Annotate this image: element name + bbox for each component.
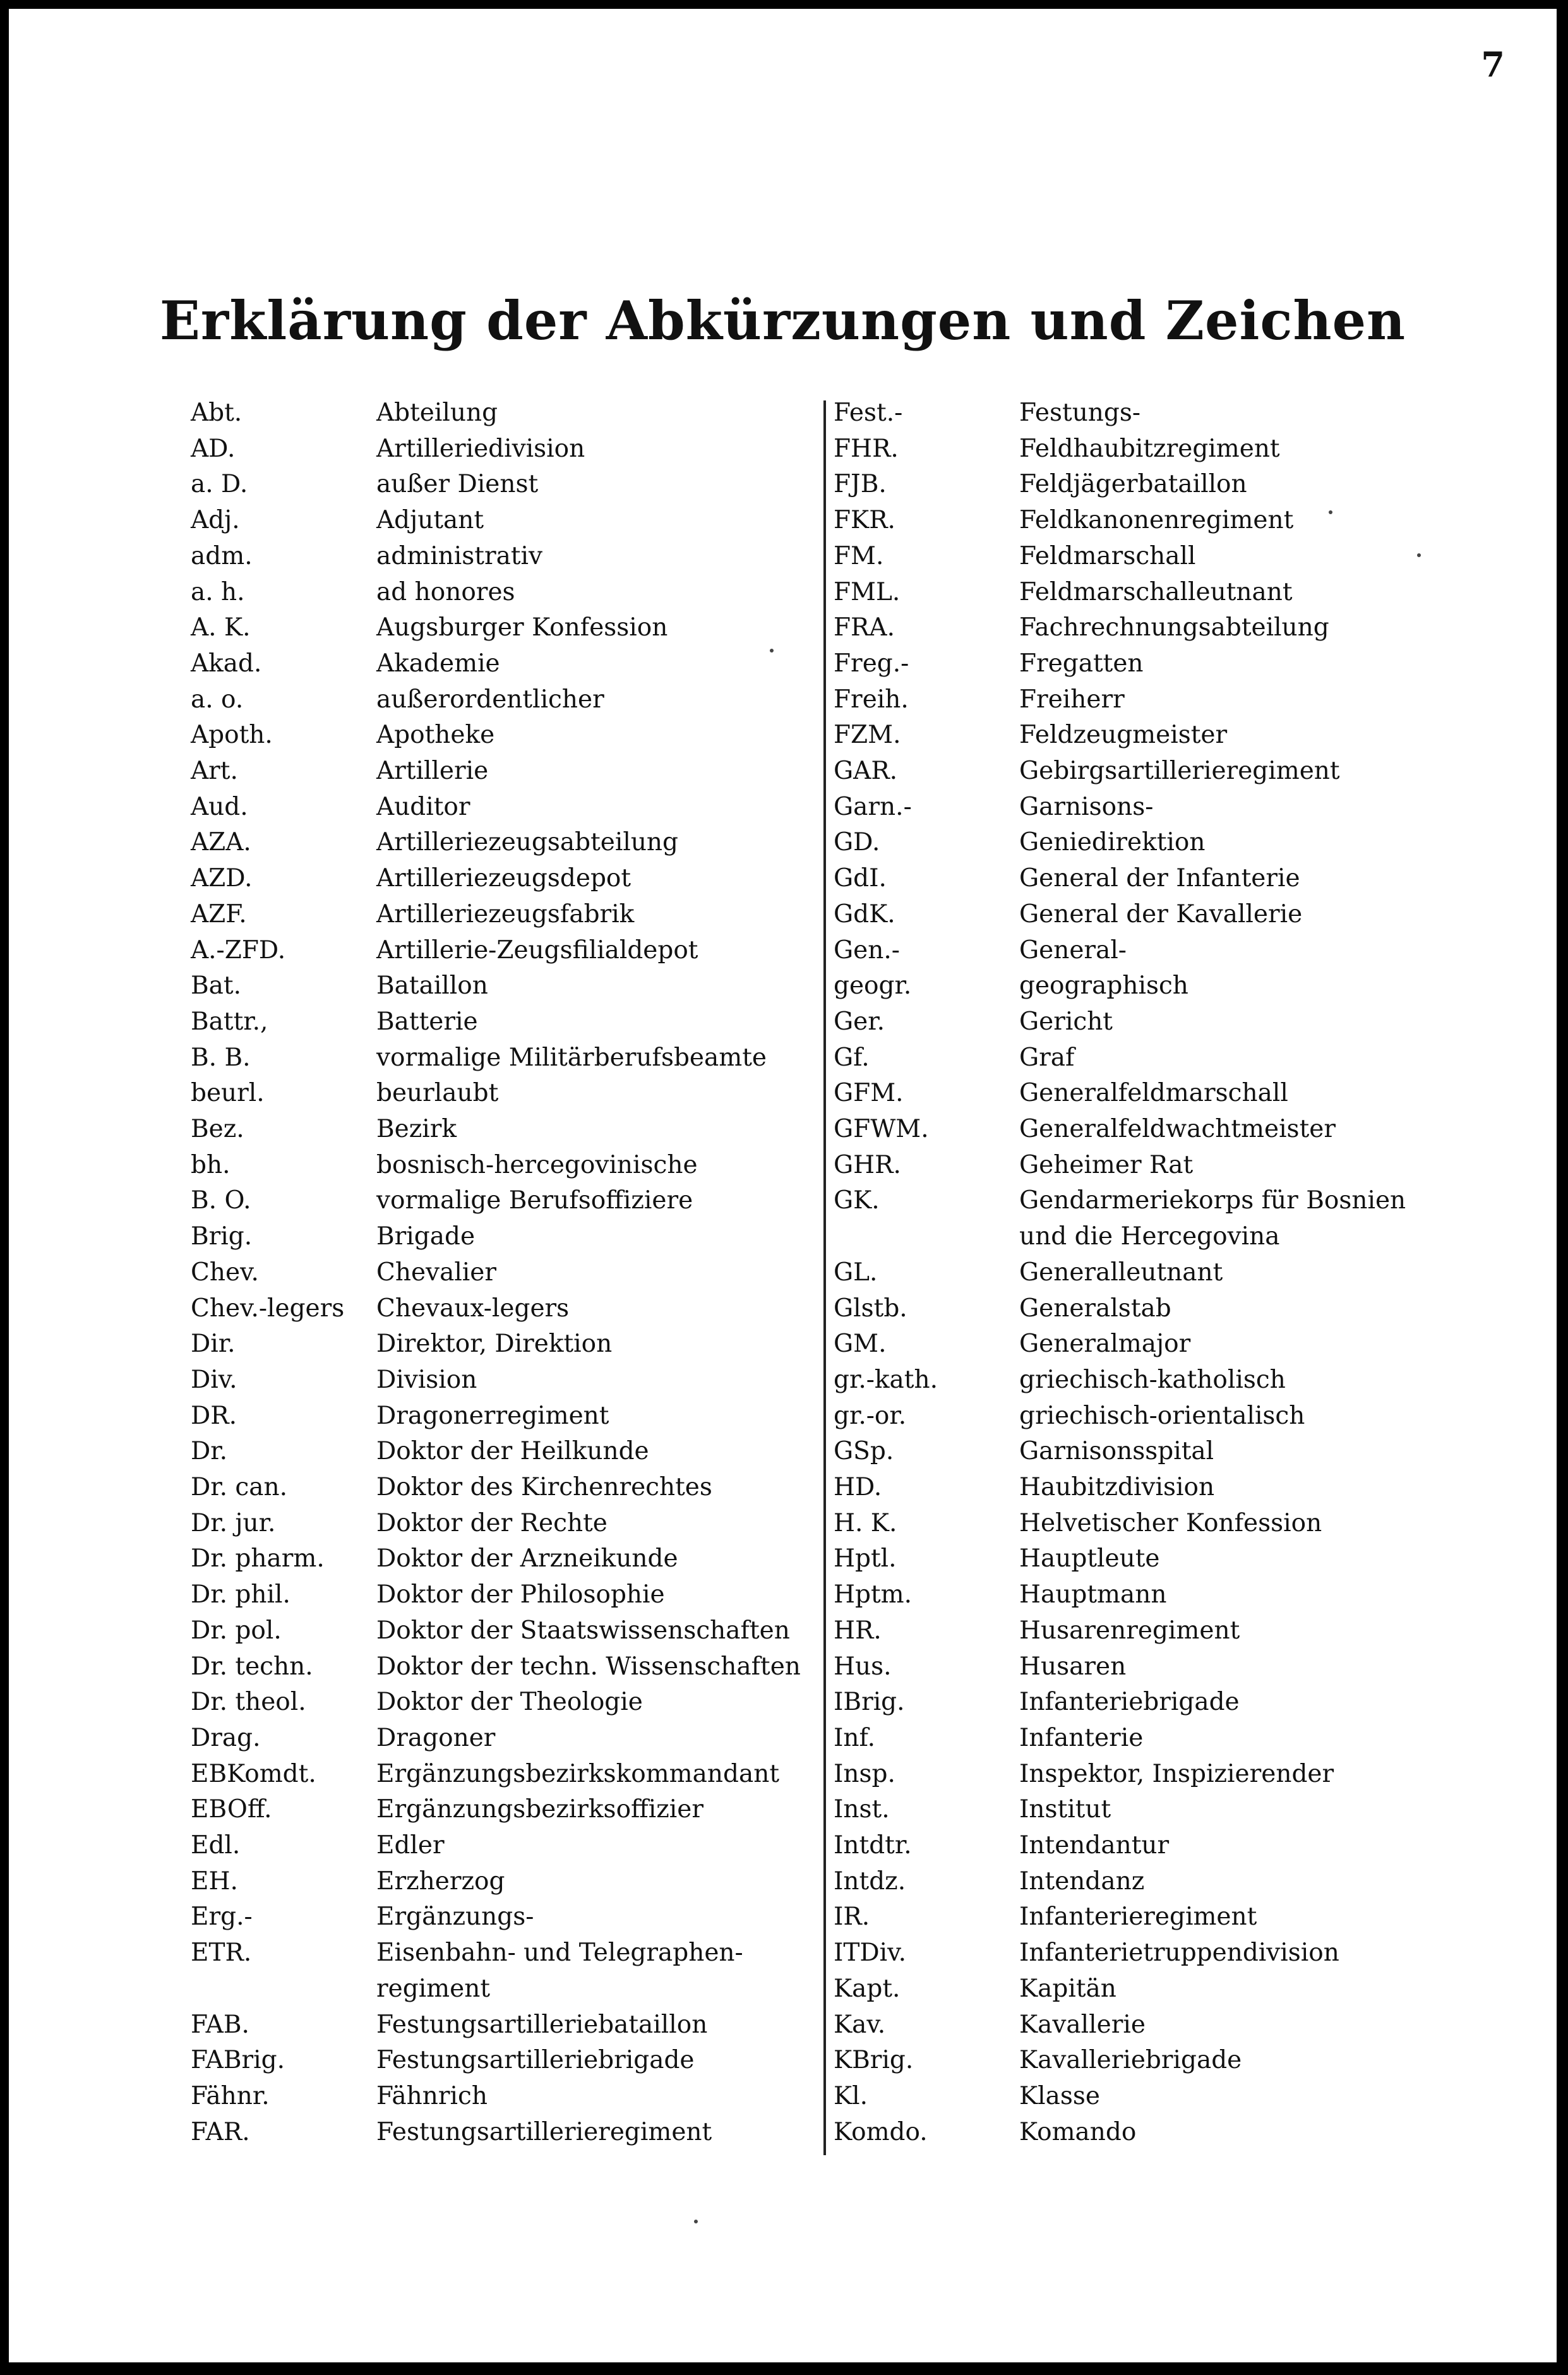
definition: Inspektor, Inspizierender: [1019, 1759, 1334, 1788]
definition: Festungs-: [1019, 399, 1141, 427]
definition: Doktor der Rechte: [376, 1508, 607, 1537]
abbreviation: Bat.: [191, 971, 241, 1001]
definition: Abteilung: [376, 399, 498, 427]
abbreviation: B. B.: [191, 1043, 251, 1072]
definition: Festungsartillerieregiment: [376, 2117, 712, 2146]
definition: Chevalier: [376, 1258, 496, 1287]
abbreviation: gr.-kath.: [834, 1365, 938, 1394]
definition: Intendantur: [1019, 1831, 1170, 1860]
abbreviation: a. o.: [191, 685, 244, 714]
abbreviation: Div.: [191, 1365, 237, 1394]
definition: Direktor, Direktion: [376, 1330, 613, 1359]
abbreviation: EH.: [191, 1867, 238, 1896]
abbreviation: EBOff.: [191, 1795, 272, 1824]
definition: Artillerie-Zeugsfilialdepot: [376, 935, 698, 965]
abbreviation: Dr. phil.: [191, 1580, 290, 1609]
abbreviation: GFM.: [834, 1079, 904, 1108]
abbreviation: Kl.: [834, 2081, 868, 2110]
abbreviation: FRA.: [834, 613, 895, 642]
definition: griechisch-orientalisch: [1019, 1401, 1305, 1430]
definition: Generalleutnant: [1019, 1258, 1223, 1287]
definition: außerordentlicher: [376, 685, 604, 714]
definition: Hauptmann: [1019, 1580, 1167, 1609]
definition: Kapitän: [1019, 1974, 1116, 2003]
definition: Akademie: [376, 649, 500, 678]
definition: Artilleriezeugsdepot: [376, 864, 631, 893]
print-speck: [694, 2220, 698, 2223]
definition: Generalfeldwachtmeister: [1019, 1115, 1336, 1143]
definition: Division: [376, 1365, 477, 1394]
definition: Fregatten: [1019, 649, 1144, 678]
definition: General der Kavallerie: [1019, 899, 1303, 929]
print-speck: [770, 649, 774, 652]
definition: Ergänzungs-: [376, 1903, 534, 1932]
definition: Garnisons-: [1019, 792, 1154, 821]
abbreviation: Edl.: [191, 1831, 241, 1860]
abbreviation: Inf.: [834, 1723, 875, 1752]
definition: Artilleriezeugsfabrik: [376, 899, 635, 929]
definition: Freiherr: [1019, 685, 1125, 714]
definition: General der Infanterie: [1019, 864, 1300, 893]
abbreviation: EBKomdt.: [191, 1759, 316, 1788]
abbreviation: GFWM.: [834, 1115, 929, 1143]
abbreviation: Intdtr.: [834, 1831, 912, 1860]
definition: griechisch-katholisch: [1019, 1365, 1286, 1394]
abbreviation: B. O.: [191, 1186, 251, 1215]
definition: Ergänzungsbezirkskommandant: [376, 1759, 780, 1788]
abbreviation: Dr. theol.: [191, 1688, 306, 1717]
definition: Doktor der Staatswissenschaften: [376, 1616, 790, 1645]
abbreviation: A. K.: [191, 613, 251, 642]
definition: Feldkanonenregiment: [1019, 506, 1294, 535]
definition: geographisch: [1019, 971, 1188, 1001]
definition: Infanterietruppendivision: [1019, 1939, 1339, 1968]
page-number: 7: [1481, 44, 1505, 85]
abbreviation: AZF.: [191, 899, 247, 929]
definition: bosnisch-hercegovinische: [376, 1150, 698, 1179]
abbreviation: Bez.: [191, 1115, 244, 1143]
abbreviation: Komdo.: [834, 2117, 928, 2146]
definition: Feldzeugmeister: [1019, 721, 1228, 750]
abbreviation: Abt.: [191, 399, 242, 427]
abbreviation: FML.: [834, 577, 901, 606]
abbreviation: a. h.: [191, 577, 245, 606]
definition: Dragonerregiment: [376, 1401, 609, 1430]
definition: Husaren: [1019, 1652, 1127, 1681]
abbreviation: ETR.: [191, 1939, 252, 1968]
abbreviation: KBrig.: [834, 2046, 914, 2075]
abbreviation: Dir.: [191, 1330, 236, 1359]
abbreviation: Erg.-: [191, 1903, 253, 1932]
definition: Doktor der techn. Wissenschaften: [376, 1652, 801, 1681]
abbreviation: DR.: [191, 1401, 237, 1430]
definition: Artilleriezeugsabteilung: [376, 828, 679, 857]
definition: Ergänzungsbezirksoffizier: [376, 1795, 703, 1824]
abbreviation: FJB.: [834, 470, 887, 499]
abbreviation: HR.: [834, 1616, 882, 1645]
abbreviation: Insp.: [834, 1759, 895, 1788]
abbreviation: geogr.: [834, 971, 912, 1001]
definition: Intendanz: [1019, 1867, 1145, 1896]
abbreviation: Fest.-: [834, 399, 903, 427]
definition: Fähnrich: [376, 2081, 488, 2110]
abbreviation: FABrig.: [191, 2046, 285, 2075]
abbreviation: Hus.: [834, 1652, 892, 1681]
definition: Erzherzog: [376, 1867, 505, 1896]
abbreviation: Dr. techn.: [191, 1652, 313, 1681]
abbreviation: Dr. jur.: [191, 1508, 276, 1537]
definition: Klasse: [1019, 2081, 1100, 2110]
abbreviation: IR.: [834, 1903, 870, 1932]
abbreviation: a. D.: [191, 470, 248, 499]
definition: Festungsartilleriebrigade: [376, 2046, 695, 2075]
abbreviation: A.-ZFD.: [191, 935, 286, 965]
abbreviation: Art.: [191, 757, 238, 785]
abbreviation: Ger.: [834, 1007, 885, 1036]
abbreviation: Freih.: [834, 685, 909, 714]
definition: Geheimer Rat: [1019, 1150, 1194, 1179]
definition: Geniedirektion: [1019, 828, 1206, 857]
abbreviation: Freg.-: [834, 649, 909, 678]
column-divider: [823, 400, 826, 2155]
abbreviation: FM.: [834, 541, 884, 570]
abbreviation: Brig.: [191, 1222, 253, 1251]
abbreviation: Battr.,: [191, 1007, 268, 1036]
abbreviation: Kapt.: [834, 1974, 901, 2003]
definition: Auditor: [376, 792, 470, 821]
definition: Feldjägerbataillon: [1019, 470, 1247, 499]
abbreviation: Dr. pharm.: [191, 1544, 325, 1573]
definition: Husarenregiment: [1019, 1616, 1240, 1645]
definition: Komando: [1019, 2117, 1137, 2146]
definition: Eisenbahn- und Telegraphen-: [376, 1939, 743, 1968]
definition: regiment: [376, 1974, 491, 2003]
abbreviation: Aud.: [191, 792, 248, 821]
abbreviation: adm.: [191, 541, 253, 570]
abbreviation: GL.: [834, 1258, 878, 1287]
definition: ad honores: [376, 577, 515, 606]
definition: Adjutant: [376, 506, 484, 535]
abbreviation: Kav.: [834, 2010, 886, 2039]
abbreviation: Hptm.: [834, 1580, 913, 1609]
definition: Gendarmeriekorps für Bosnien: [1019, 1186, 1406, 1215]
definition: Generalstab: [1019, 1294, 1171, 1323]
abbreviation: AZD.: [191, 864, 253, 893]
page-title: Erklärung der Abkürzungen und Zeichen: [159, 289, 1406, 352]
definition: Gericht: [1019, 1007, 1113, 1036]
abbreviation: GD.: [834, 828, 880, 857]
definition: Batterie: [376, 1007, 478, 1036]
abbreviation: ITDiv.: [834, 1939, 906, 1968]
definition: Doktor der Philosophie: [376, 1580, 665, 1609]
abbreviation: FKR.: [834, 506, 895, 535]
definition: Edler: [376, 1831, 445, 1860]
abbreviation: FZM.: [834, 721, 901, 750]
abbreviation: FHR.: [834, 434, 899, 463]
definition: und die Hercegovina: [1019, 1222, 1280, 1251]
definition: Doktor der Arzneikunde: [376, 1544, 678, 1573]
definition: Augsburger Konfession: [376, 613, 668, 642]
definition: Generalmajor: [1019, 1330, 1191, 1359]
definition: Fachrechnungsabteilung: [1019, 613, 1329, 642]
definition: Chevaux-legers: [376, 1294, 570, 1323]
definition: Feldmarschalleutnant: [1019, 577, 1293, 606]
abbreviation: Gen.-: [834, 935, 900, 965]
definition: General-: [1019, 935, 1127, 965]
abbreviation: beurl.: [191, 1079, 265, 1108]
definition: Graf: [1019, 1043, 1075, 1072]
abbreviation: Dr.: [191, 1437, 228, 1466]
abbreviation: Dr. can.: [191, 1473, 288, 1501]
definition: Helvetischer Konfession: [1019, 1508, 1322, 1537]
abbreviation: HD.: [834, 1473, 882, 1501]
definition: Doktor der Heilkunde: [376, 1437, 649, 1466]
abbreviation: Apoth.: [191, 721, 273, 750]
definition: Festungsartilleriebataillon: [376, 2010, 708, 2039]
print-speck: [1329, 510, 1332, 514]
abbreviation: AZA.: [191, 828, 251, 857]
definition: vormalige Berufsoffiziere: [376, 1186, 693, 1215]
abbreviation: Akad.: [191, 649, 262, 678]
abbreviation: IBrig.: [834, 1688, 905, 1717]
abbreviation: Adj.: [191, 506, 240, 535]
abbreviation: Chev.-legers: [191, 1294, 345, 1323]
definition: Feldmarschall: [1019, 541, 1196, 570]
abbreviation: bh.: [191, 1150, 230, 1179]
definition: Garnisonsspital: [1019, 1437, 1214, 1466]
abbreviation: Fähnr.: [191, 2081, 270, 2110]
definition: Kavalleriebrigade: [1019, 2046, 1242, 2075]
abbreviation: H. K.: [834, 1508, 897, 1537]
abbreviation: gr.-or.: [834, 1401, 907, 1430]
abbreviation: AD.: [191, 434, 236, 463]
definition: Doktor des Kirchenrechtes: [376, 1473, 712, 1501]
definition: Apotheke: [376, 721, 495, 750]
abbreviation: Gf.: [834, 1043, 870, 1072]
definition: administrativ: [376, 541, 543, 570]
abbreviation: GK.: [834, 1186, 880, 1215]
definition: beurlaubt: [376, 1079, 499, 1108]
definition: Gebirgsartillerieregiment: [1019, 757, 1340, 785]
definition: Doktor der Theologie: [376, 1688, 643, 1717]
abbreviation: GdK.: [834, 899, 895, 929]
abbreviation: Inst.: [834, 1795, 890, 1824]
definition: Artilleriedivision: [376, 434, 585, 463]
definition: Generalfeldmarschall: [1019, 1079, 1288, 1108]
definition: Feldhaubitzregiment: [1019, 434, 1280, 463]
definition: vormalige Militärberufsbeamte: [376, 1043, 767, 1072]
definition: Kavallerie: [1019, 2010, 1146, 2039]
definition: Bezirk: [376, 1115, 457, 1143]
abbreviation: Hptl.: [834, 1544, 897, 1573]
definition: Infanterie: [1019, 1723, 1144, 1752]
abbreviation: GSp.: [834, 1437, 894, 1466]
definition: Infanterieregiment: [1019, 1903, 1257, 1932]
abbreviation: GHR.: [834, 1150, 901, 1179]
abbreviation: FAR.: [191, 2117, 250, 2146]
abbreviation: GdI.: [834, 864, 887, 893]
abbreviation: FAB.: [191, 2010, 249, 2039]
definition: Dragoner: [376, 1723, 496, 1752]
abbreviation: GAR.: [834, 757, 898, 785]
print-speck: [1417, 553, 1421, 557]
definition: Bataillon: [376, 971, 488, 1001]
definition: außer Dienst: [376, 470, 539, 499]
abbreviation: Chev.: [191, 1258, 259, 1287]
definition: Artillerie: [376, 757, 489, 785]
definition: Hauptleute: [1019, 1544, 1160, 1573]
abbreviation: Glstb.: [834, 1294, 907, 1323]
definition: Haubitzdivision: [1019, 1473, 1215, 1501]
abbreviation: Drag.: [191, 1723, 261, 1752]
definition: Infanteriebrigade: [1019, 1688, 1240, 1717]
document-page: [9, 9, 1557, 2362]
abbreviation: GM.: [834, 1330, 887, 1359]
definition: Institut: [1019, 1795, 1111, 1824]
abbreviation: Intdz.: [834, 1867, 906, 1896]
definition: Brigade: [376, 1222, 476, 1251]
abbreviation: Garn.-: [834, 792, 912, 821]
abbreviation: Dr. pol.: [191, 1616, 282, 1645]
